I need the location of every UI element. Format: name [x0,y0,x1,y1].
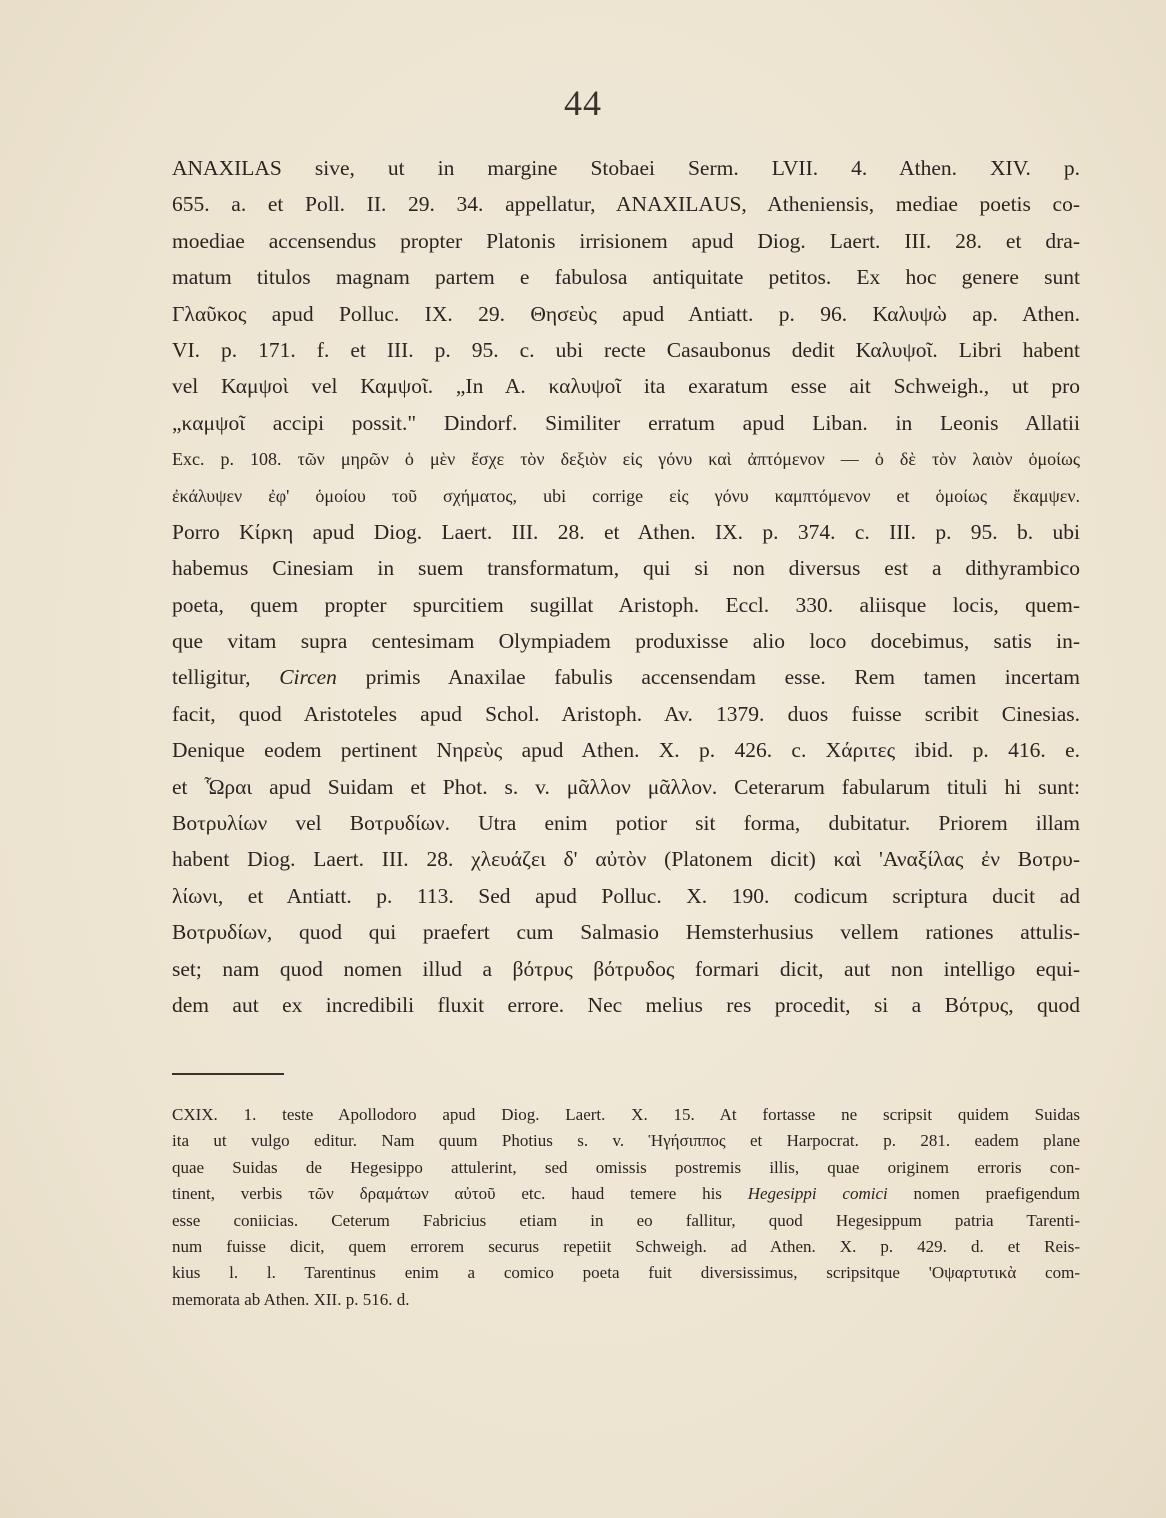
footnote-block [172,1102,1080,1313]
text-line: que vitam supra centesimam Olympiadem produxisse alio loco docebimus, satis in- [172,629,1080,654]
text-line: habent Diog. Laert. III. 28. χλευάζει δ' αὐτὸν (Platonem dicit) καὶ 'Αναξίλας ἐν Βοτρυ- [172,847,1080,872]
text-line: moediae accensendus propter Platonis irrisionem apud Diog. Laert. III. 28. et dra- [172,228,1080,253]
footnote-line: kius l. l. Tarentinus enim a comico poeta fuit diversissimus, scripsitque 'Οψαρτυτικὰ com- [172,1263,1080,1283]
text-line: et Ὧραι apud Suidam et Phot. s. v. μᾶλλον μᾶλλον. Ceterarum fabularum tituli hi sunt: [172,774,1080,799]
text-line: Denique eodem pertinent Νηρεὺς apud Athen. X. p. 426. c. Χάριτες ibid. p. 416. e. [172,738,1080,763]
text-line: VI. p. 171. f. et III. p. 95. c. ubi recte Casaubonus dedit Καλυψοῖ. Libri habent [172,337,1080,362]
text-line: Γλαῦκος apud Polluc. IX. 29. Θησεὺς apud Antiatt. p. 96. Καλυψὼ ap. Athen. [172,301,1080,326]
text-line: vel Καμψοὶ vel Καμψοῖ. „In A. καλυψοῖ ita exaratum esse ait Schweigh., ut pro [172,374,1080,399]
italic-phrase: Hegesippi comici [747,1184,888,1204]
text-line: Porro Κίρκη apud Diog. Laert. III. 28. et Athen. IX. p. 374. c. III. p. 95. b. ubi [172,519,1080,544]
text-line: poeta, quem propter spurcitiem sugillat Aristoph. Eccl. 330. aliisque locis, quem- [172,592,1080,617]
text-line: λίωνι, et Antiatt. p. 113. Sed apud Polluc. X. 190. codicum scriptura ducit ad [172,883,1080,908]
text-line: „καμψοῖ accipi possit." Dindorf. Similiter erratum apud Liban. in Leonis Allatii [172,410,1080,435]
footnote-line-italic [172,1181,1080,1207]
text-line: ANAXILAS sive, ut in margine Stobaei Serm. LVII. 4. Athen. XIV. p. [172,156,1080,180]
footnote-line: num fuisse dicit, quem errorem securus repetiit Schweigh. ad Athen. X. p. 429. d. et Reis- [172,1236,1080,1256]
text-line: matum titulos magnam partem e fabulosa antiquitate petitos. Ex hoc genere sunt [172,265,1080,290]
page-number: 44 [564,83,602,123]
text-fragment: telligitur, [172,665,251,690]
text-fragment: tinent, verbis τῶν δραμάτων αὐτοῦ etc. haud temere his [172,1184,722,1204]
footnote-line: memorata ab Athen. XII. p. 516. d. [172,1289,410,1309]
text-line: ἐκάλυψεν ἐφ' ὁμοίου τοῦ σχήματος, ubi corrige εἰς γόνυ καμπτόμενον et ὁμοίως ἔκαμψεν. [172,485,1080,506]
text-fragment: primis Anaxilae fabulis accensendam esse. Rem tamen incertam [365,665,1081,690]
footnote-line: esse coniicias. Ceterum Fabricius etiam in eo fallitur, quod Hegesippum patria Tarenti- [172,1210,1080,1230]
footnote-line: ita ut vulgo editur. Nam quum Photius s. v. Ἡγήσιππος et Harpocrat. p. 281. eadem plane [172,1131,1080,1151]
main-text-block [172,150,1080,1023]
italic-title-circen: Circen [279,665,337,690]
footnote-line: quae Suidas de Hegesippo attulerint, sed omissis postremis illis, quae originem erroris con- [172,1157,1080,1177]
footnote-line: CXIX. 1. teste Apollodoro apud Diog. Laert. X. 15. At fortasse ne scripsit quidem Suidas [172,1105,1080,1124]
text-line: 655. a. et Poll. II. 29. 34. appellatur, ANAXILAUS, Atheniensis, mediae poetis co- [172,192,1080,217]
text-line: habemus Cinesiam in suem transformatum, qui si non diversus est a dithyrambico [172,556,1080,581]
text-fragment: nomen praefigendum [913,1184,1080,1204]
text-line: facit, quod Aristoteles apud Schol. Aristoph. Av. 1379. duos fuisse scribit Cinesias. [172,701,1080,726]
text-line: Βοτρυδίων, quod qui praefert cum Salmasio Hemsterhusius vellem rationes attulis- [172,920,1080,945]
footnote-divider [172,1073,284,1075]
text-line: dem aut ex incredibili fluxit errore. Nec melius res procedit, si a Βότρυς, quod [172,992,1080,1017]
text-line: Exc. p. 108. τῶν μηρῶν ὁ μὲν ἔσχε τὸν δεξιὸν εἰς γόνυ καὶ ἀπτόμενον — ὁ δὲ τὸν λαιὸν ὁμοίως [172,449,1080,470]
text-line-circen [172,659,1080,695]
text-line: Βοτρυλίων vel Βοτρυδίων. Utra enim potior sit forma, dubitatur. Priorem illam [172,811,1080,836]
text-line: set; nam quod nomen illud a βότρυς βότρυδος formari dicit, aut non intelligo equi- [172,956,1080,981]
